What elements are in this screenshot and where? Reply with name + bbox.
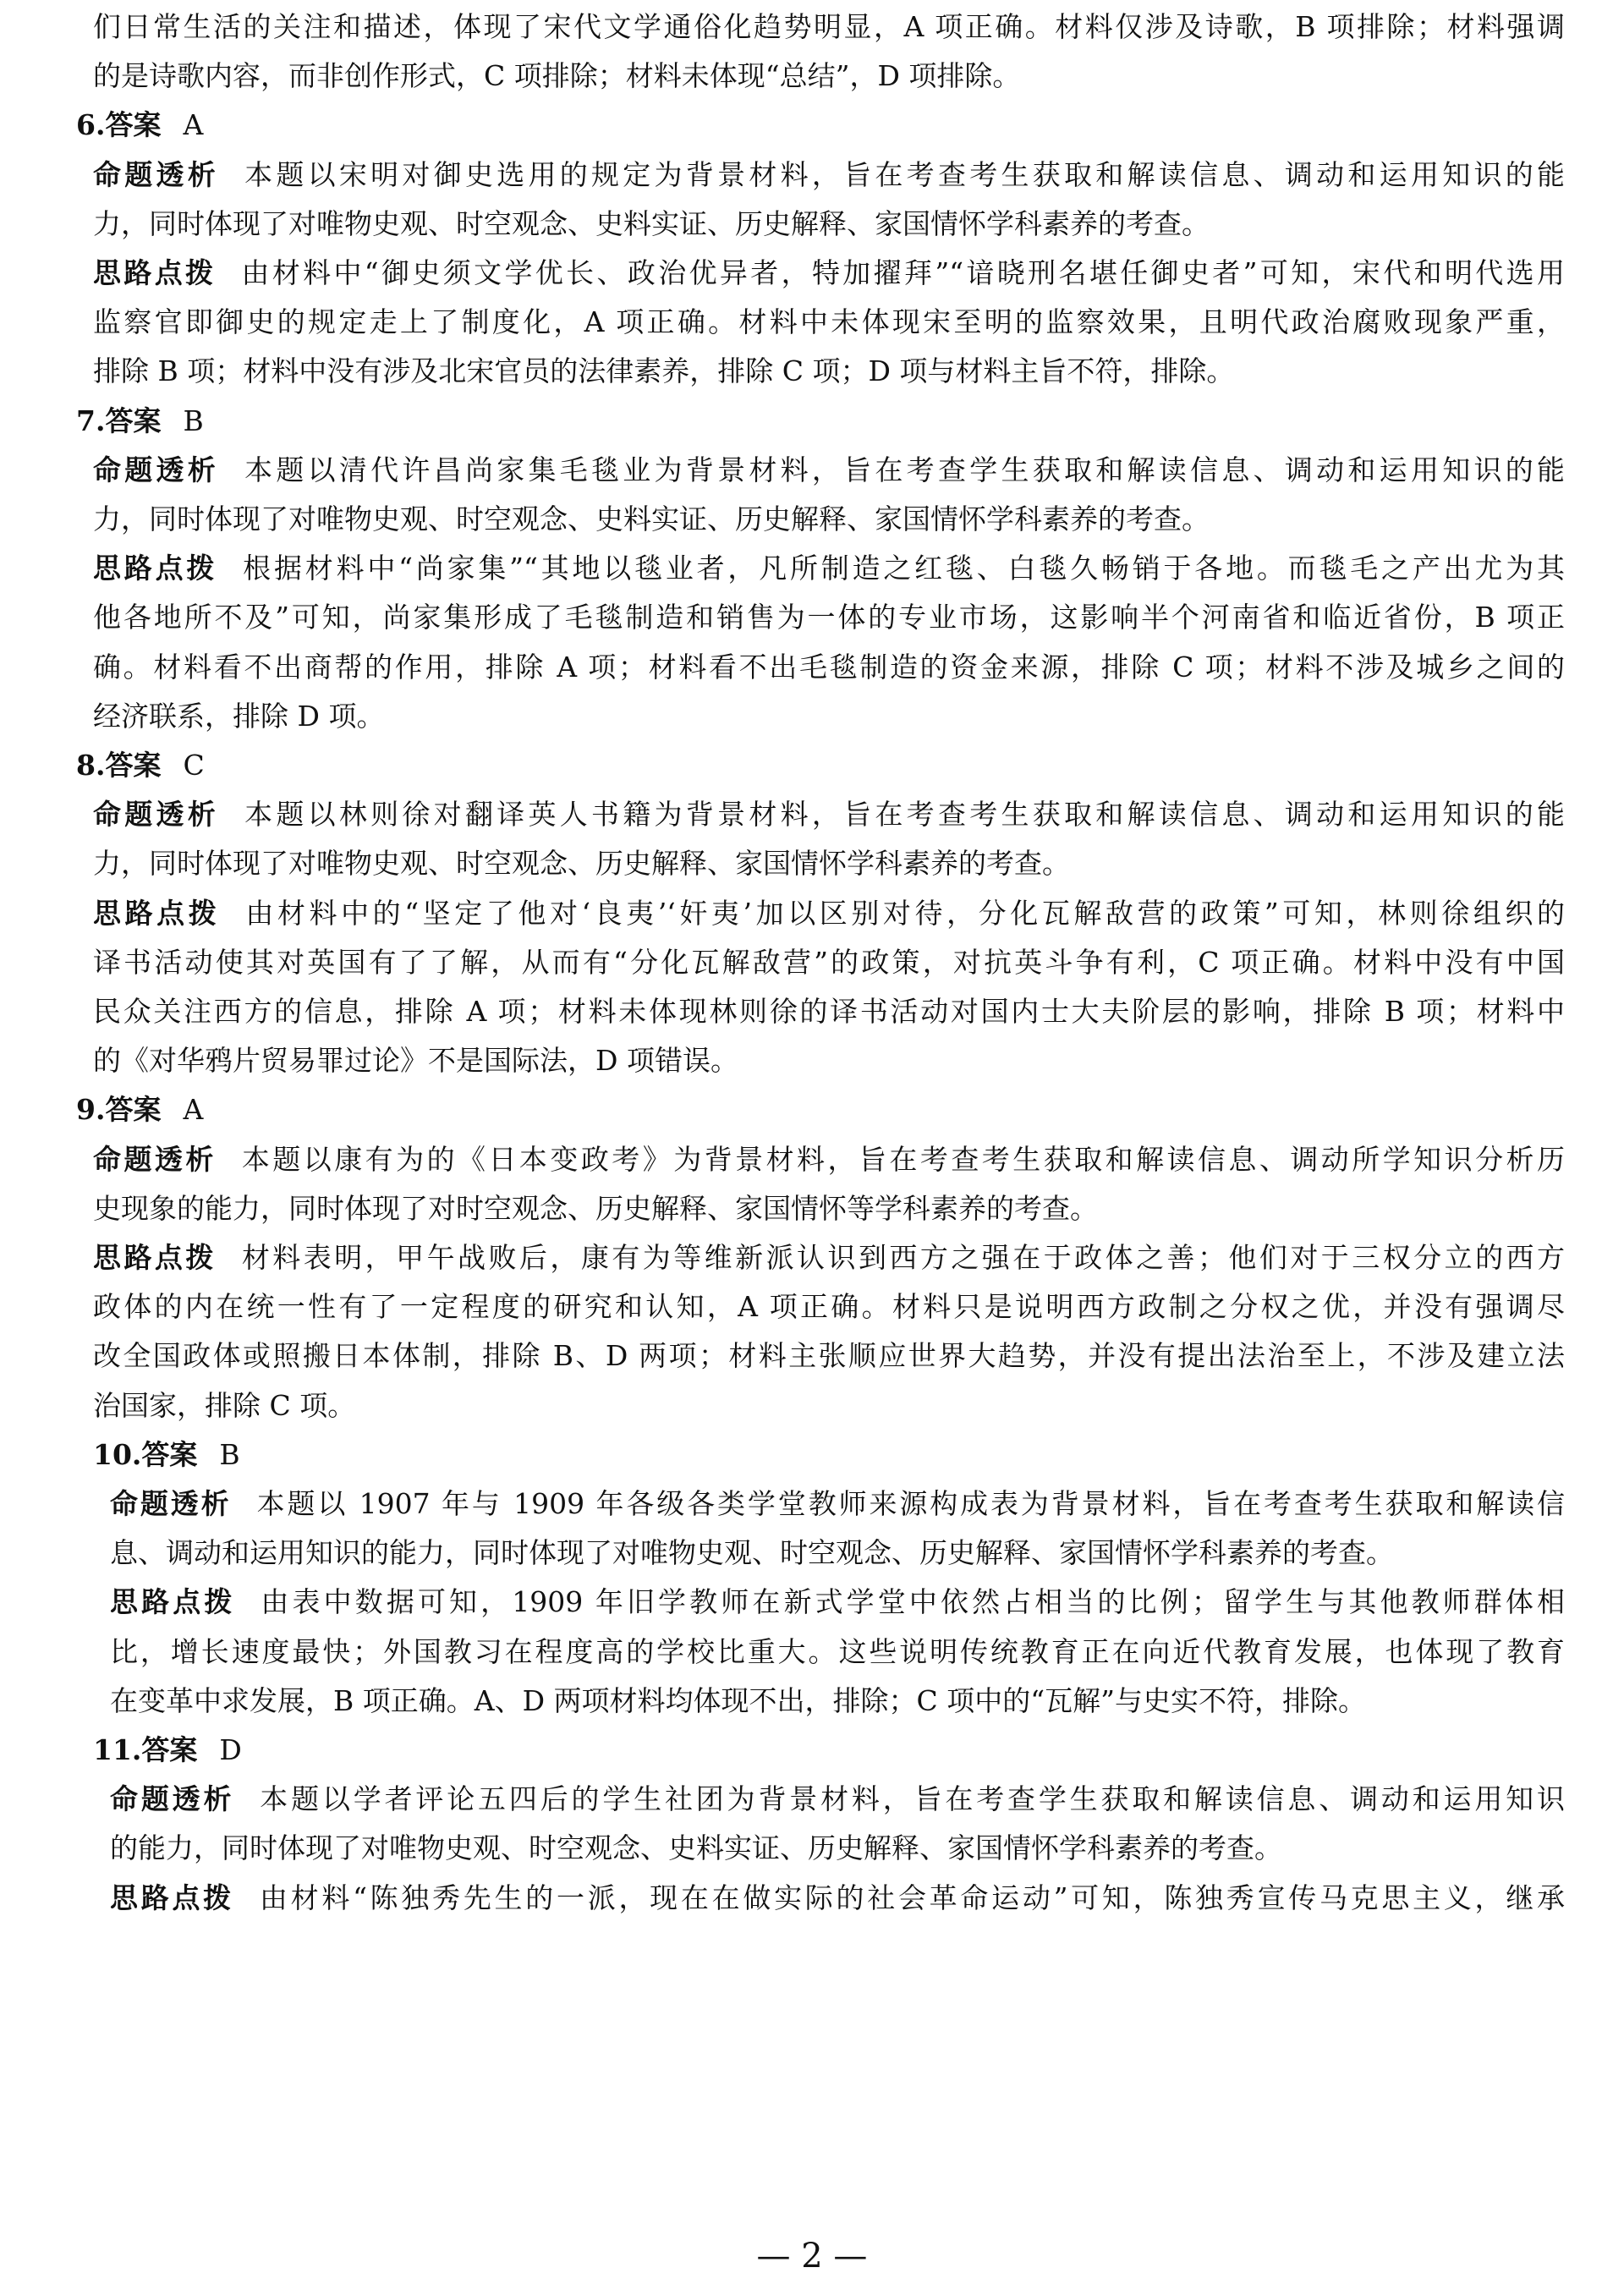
hint-label: 思路点拨 bbox=[93, 552, 218, 585]
answer-value: A bbox=[183, 108, 204, 141]
answer-label: 答案 bbox=[105, 1093, 162, 1126]
intent-line bbox=[93, 206, 1565, 243]
question-number: 9. bbox=[76, 1093, 106, 1126]
intent-line-text: 本题以宋明对御史选用的规定为背景材料，旨在考查考生获取和解读信息、调动和运用知识的能 bbox=[244, 158, 1566, 191]
intent-label: 命题透析 bbox=[93, 158, 220, 191]
hint-line bbox=[93, 1387, 1565, 1425]
hint-line bbox=[93, 649, 1565, 686]
hint-line bbox=[93, 698, 1565, 735]
hint-line-text: 民众关注西方的信息，排除 A 项；材料未体现林则徐的译书活动对国内士大夫阶层的影响，排除 B 项；材料中 bbox=[93, 995, 1565, 1028]
intent-line bbox=[110, 1535, 1565, 1572]
hint-line bbox=[93, 255, 1565, 292]
intro-line-text: 的是诗歌内容，而非创作形式，C 项排除；材料未体现“总结”，D 项排除。 bbox=[93, 59, 1021, 92]
hint-line-text: 由材料中“御史须文学优长、政治优异者，特加擢拜”“谙晓刑名堪任御史者”可知，宋代和明代选用 bbox=[241, 256, 1565, 289]
hint-line bbox=[93, 599, 1565, 636]
answer-value: B bbox=[219, 1438, 240, 1471]
hint-line-text: 由材料“陈独秀先生的一派，现在在做实际的社会革命运动”可知，陈独秀宣传马克思主义，继承 bbox=[259, 1881, 1566, 1914]
hint-label: 思路点拨 bbox=[93, 256, 217, 289]
hint-line-text: 政体的内在统一性有了一定程度的研究和认知，A 项正确。材料只是说明西方政制之分权之优，并没有强调尽 bbox=[93, 1290, 1565, 1323]
hint-line-text: 经济联系，排除 D 项。 bbox=[93, 700, 385, 733]
hint-line bbox=[110, 1880, 1565, 1917]
intent-line bbox=[93, 796, 1565, 833]
intent-label: 命题透析 bbox=[93, 1143, 217, 1176]
answer-label: 答案 bbox=[141, 1438, 198, 1471]
intent-label: 命题透析 bbox=[93, 453, 220, 486]
hint-line-text: 由材料中的“坚定了他对‘良夷’‘奸夷’加以区别对待，分化瓦解敌营的政策”可知，林则徐组织的 bbox=[245, 897, 1566, 930]
hint-line bbox=[93, 1337, 1565, 1375]
intent-line-text: 史现象的能力，同时体现了对时空观念、历史解释、家国情怀等学科素养的考查。 bbox=[93, 1192, 1098, 1225]
hint-line bbox=[93, 895, 1565, 932]
hint-line-text: 监察官即御史的规定走上了制度化，A 项正确。材料中未体现宋至明的监察效果，且明代政治腐败现象严重， bbox=[93, 305, 1565, 338]
hint-line-text: 确。材料看不出商帮的作用，排除 A 项；材料看不出毛毯制造的资金来源，排除 C 项；材料不涉及城乡之间的 bbox=[93, 651, 1565, 684]
answer-value: C bbox=[183, 749, 205, 782]
intro-line bbox=[93, 8, 1565, 46]
intent-line bbox=[110, 1485, 1565, 1523]
hint-line-text: 由表中数据可知，1909 年旧学教师在新式学堂中依然占相当的比例；留学生与其他教师群体相 bbox=[261, 1585, 1565, 1618]
hint-line bbox=[93, 1042, 1565, 1079]
hint-line-text: 比，增长速度最快；外国教习在程度高的学校比重大。这些说明传统教育正在向近代教育发展，也体现了教育 bbox=[110, 1635, 1565, 1668]
question-number: 8. bbox=[76, 749, 106, 782]
hint-line-text: 排除 B 项；材料中没有涉及北宋官员的法律素养，排除 C 项；D 项与材料主旨不符，排除。 bbox=[93, 354, 1235, 387]
answer-header bbox=[93, 1436, 240, 1474]
intent-label: 命题透析 bbox=[93, 798, 220, 831]
intro-line bbox=[93, 58, 1565, 95]
hint-line-text: 译书活动使其对英国有了了解，从而有“分化瓦解敌营”的政策，对抗英斗争有利，C 项正确。材料中没有中国 bbox=[93, 946, 1565, 979]
answer-value: D bbox=[219, 1733, 242, 1766]
intent-line-text: 息、调动和运用知识的能力，同时体现了对唯物史观、时空观念、历史解释、家国情怀学科素养的考查。 bbox=[110, 1536, 1394, 1569]
hint-line bbox=[110, 1683, 1565, 1720]
intent-line-text: 本题以清代许昌尚家集毛毯业为背景材料，旨在考查学生获取和解读信息、调动和运用知识的能 bbox=[244, 453, 1566, 486]
answer-label: 答案 bbox=[105, 404, 162, 437]
intent-line-text: 力，同时体现了对唯物史观、时空观念、史料实证、历史解释、家国情怀学科素养的考查。 bbox=[93, 207, 1210, 240]
intent-line bbox=[93, 501, 1565, 538]
answer-header bbox=[93, 1732, 242, 1769]
hint-label: 思路点拨 bbox=[93, 897, 221, 930]
intent-line-text: 的能力，同时体现了对唯物史观、时空观念、史料实证、历史解释、家国情怀学科素养的考查。 bbox=[110, 1831, 1282, 1864]
intent-line bbox=[93, 1141, 1565, 1178]
answer-header bbox=[76, 107, 203, 144]
hint-line bbox=[93, 1239, 1565, 1277]
intent-line bbox=[93, 156, 1565, 194]
hint-label: 思路点拨 bbox=[110, 1881, 234, 1914]
intro-line-text: 们日常生活的关注和描述，体现了宋代文学通俗化趋势明显，A 项正确。材料仅涉及诗歌，B 项排除；材料强调 bbox=[93, 10, 1565, 43]
question-number: 11. bbox=[93, 1733, 142, 1766]
intent-line-text: 本题以学者评论五四后的学生社团为背景材料，旨在考查学生获取和解读信息、调动和运用知识 bbox=[260, 1782, 1566, 1815]
intent-line bbox=[93, 845, 1565, 882]
hint-line-text: 他各地所不及”可知，尚家集形成了毛毯制造和销售为一体的专业市场，这影响半个河南省和临近省份，B 项正 bbox=[93, 601, 1565, 634]
answer-label: 答案 bbox=[141, 1733, 198, 1766]
hint-line-text: 根据材料中“尚家集”“其地以毯业者，凡所制造之红毯、白毯久畅销于各地。而毯毛之产出尤为其 bbox=[243, 552, 1565, 585]
intent-line-text: 力，同时体现了对唯物史观、时空观念、历史解释、家国情怀学科素养的考查。 bbox=[93, 847, 1070, 880]
page-number: — 2 — bbox=[756, 2237, 868, 2276]
answer-label: 答案 bbox=[105, 108, 162, 141]
intent-line-text: 本题以康有为的《日本变政考》为背景材料，旨在考查考生获取和解读信息、调动所学知识分析历 bbox=[241, 1143, 1566, 1176]
question-number: 7. bbox=[76, 404, 106, 437]
hint-line bbox=[93, 353, 1565, 390]
answer-label: 答案 bbox=[105, 749, 162, 782]
answer-value: B bbox=[183, 404, 204, 437]
intent-label: 命题透析 bbox=[110, 1782, 235, 1815]
hint-line bbox=[93, 993, 1565, 1030]
hint-label: 思路点拨 bbox=[110, 1585, 236, 1618]
question-number: 6. bbox=[76, 108, 106, 141]
hint-line-text: 在变革中求发展，B 项正确。A、D 两项材料均体现不出，排除；C 项中的“瓦解”与史实不符，排除。 bbox=[110, 1684, 1366, 1717]
hint-line-text: 的《对华鸦片贸易罪过论》不是国际法，D 项错误。 bbox=[93, 1044, 738, 1077]
intent-line-text: 本题以林则徐对翻译英人书籍为背景材料，旨在考查考生获取和解读信息、调动和运用知识的能 bbox=[244, 798, 1566, 831]
intent-line bbox=[93, 452, 1565, 489]
hint-line bbox=[110, 1633, 1565, 1671]
answer-header bbox=[76, 403, 204, 440]
hint-line bbox=[93, 550, 1565, 587]
hint-label: 思路点拨 bbox=[93, 1241, 217, 1274]
intent-line-text: 本题以 1907 年与 1909 年各级各类学堂教师来源构成表为背景材料，旨在考查考生获取和解读信 bbox=[256, 1487, 1565, 1520]
intent-line bbox=[110, 1830, 1565, 1867]
intent-label: 命题透析 bbox=[110, 1487, 232, 1520]
question-number: 10. bbox=[93, 1438, 142, 1471]
intent-line bbox=[110, 1781, 1565, 1818]
hint-line-text: 材料表明，甲午战败后，康有为等维新派认识到西方之强在于政体之善；他们对于三权分立的西方 bbox=[241, 1241, 1566, 1274]
hint-line bbox=[93, 944, 1565, 981]
answer-value: A bbox=[183, 1093, 204, 1126]
hint-line-text: 改全国政体或照搬日本体制，排除 B、D 两项；材料主张顺应世界大趋势，并没有提出法治至上，不涉及建立法 bbox=[93, 1339, 1565, 1372]
answer-header bbox=[76, 1091, 203, 1128]
hint-line bbox=[93, 304, 1565, 341]
hint-line bbox=[110, 1584, 1565, 1621]
hint-line-text: 治国家，排除 C 项。 bbox=[93, 1389, 356, 1422]
intent-line-text: 力，同时体现了对唯物史观、时空观念、史料实证、历史解释、家国情怀学科素养的考查。 bbox=[93, 502, 1210, 535]
hint-line bbox=[93, 1288, 1565, 1326]
answer-header bbox=[76, 747, 205, 784]
intent-line bbox=[93, 1190, 1565, 1227]
